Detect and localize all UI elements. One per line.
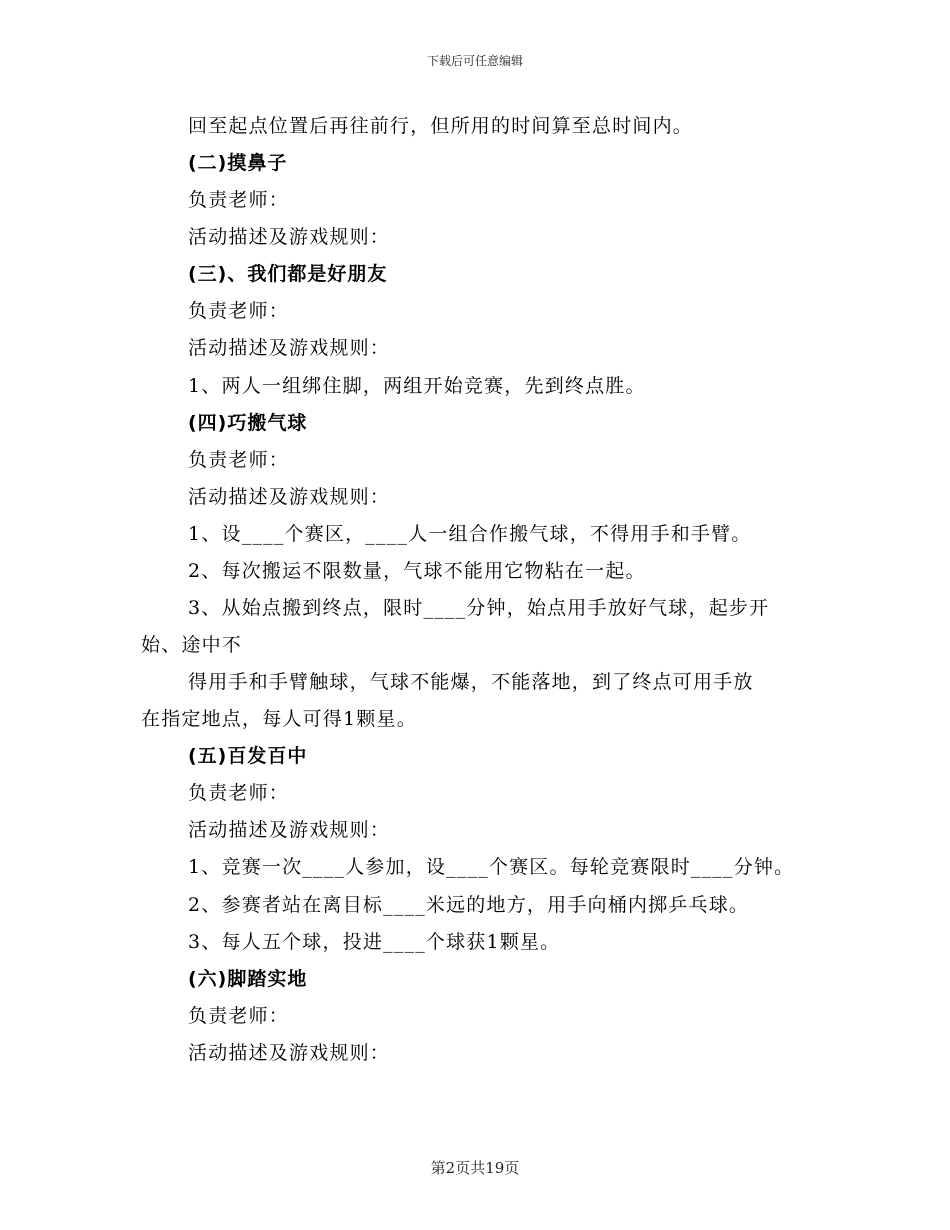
rules-label: 活动描述及游戏规则： bbox=[188, 486, 391, 508]
teacher-label: 负责老师： bbox=[188, 1005, 290, 1027]
section-heading: (六)脚踏实地 bbox=[188, 968, 308, 990]
body-line: 回至起点位置后再往前行，但所用的时间算至总时间内。 bbox=[188, 115, 694, 137]
rule-item: 1、设____个赛区，____人一组合作搬气球，不得用手和手臂。 bbox=[188, 523, 752, 545]
page-header: 下载后可任意编辑 bbox=[426, 54, 523, 68]
rule-item-continuation: 始、途中不 bbox=[141, 634, 243, 656]
teacher-label: 负责老师： bbox=[188, 782, 290, 804]
teacher-label: 负责老师： bbox=[188, 449, 290, 471]
section-heading: (三)、我们都是好朋友 bbox=[188, 263, 388, 285]
teacher-label: 负责老师： bbox=[188, 300, 290, 322]
teacher-label: 负责老师： bbox=[188, 189, 290, 211]
rule-item: 1、竞赛一次____人参加，设____个赛区。每轮竞赛限时____分钟。 bbox=[188, 856, 795, 878]
section-heading: (四)巧搬气球 bbox=[188, 412, 308, 434]
section-heading: (五)百发百中 bbox=[188, 745, 308, 767]
rules-label: 活动描述及游戏规则： bbox=[188, 1042, 391, 1064]
rules-label: 活动描述及游戏规则： bbox=[188, 337, 391, 359]
rule-item: 2、每次搬运不限数量，气球不能用它物粘在一起。 bbox=[188, 560, 646, 582]
section-heading: (二)摸鼻子 bbox=[188, 152, 288, 174]
rule-item: 2、参赛者站在离目标____米远的地方，用手向桶内掷乒乓球。 bbox=[188, 894, 750, 916]
rule-item: 1、两人一组绑住脚，两组开始竞赛，先到终点胜。 bbox=[188, 375, 646, 397]
page-footer: 第2页共19页 bbox=[430, 1159, 520, 1177]
rule-item-continuation: 在指定地点，每人可得1颗星。 bbox=[141, 708, 417, 730]
rules-label: 活动描述及游戏规则： bbox=[188, 819, 391, 841]
rule-item: 3、从始点搬到终点，限时____分钟，始点用手放好气球，起步开 bbox=[188, 597, 770, 619]
rule-item: 3、每人五个球，投进____个球获1颗星。 bbox=[188, 931, 561, 953]
rule-item-continuation: 得用手和手臂触球，气球不能爆，不能落地，到了终点可用手放 bbox=[188, 671, 754, 693]
rules-label: 活动描述及游戏规则： bbox=[188, 226, 391, 248]
